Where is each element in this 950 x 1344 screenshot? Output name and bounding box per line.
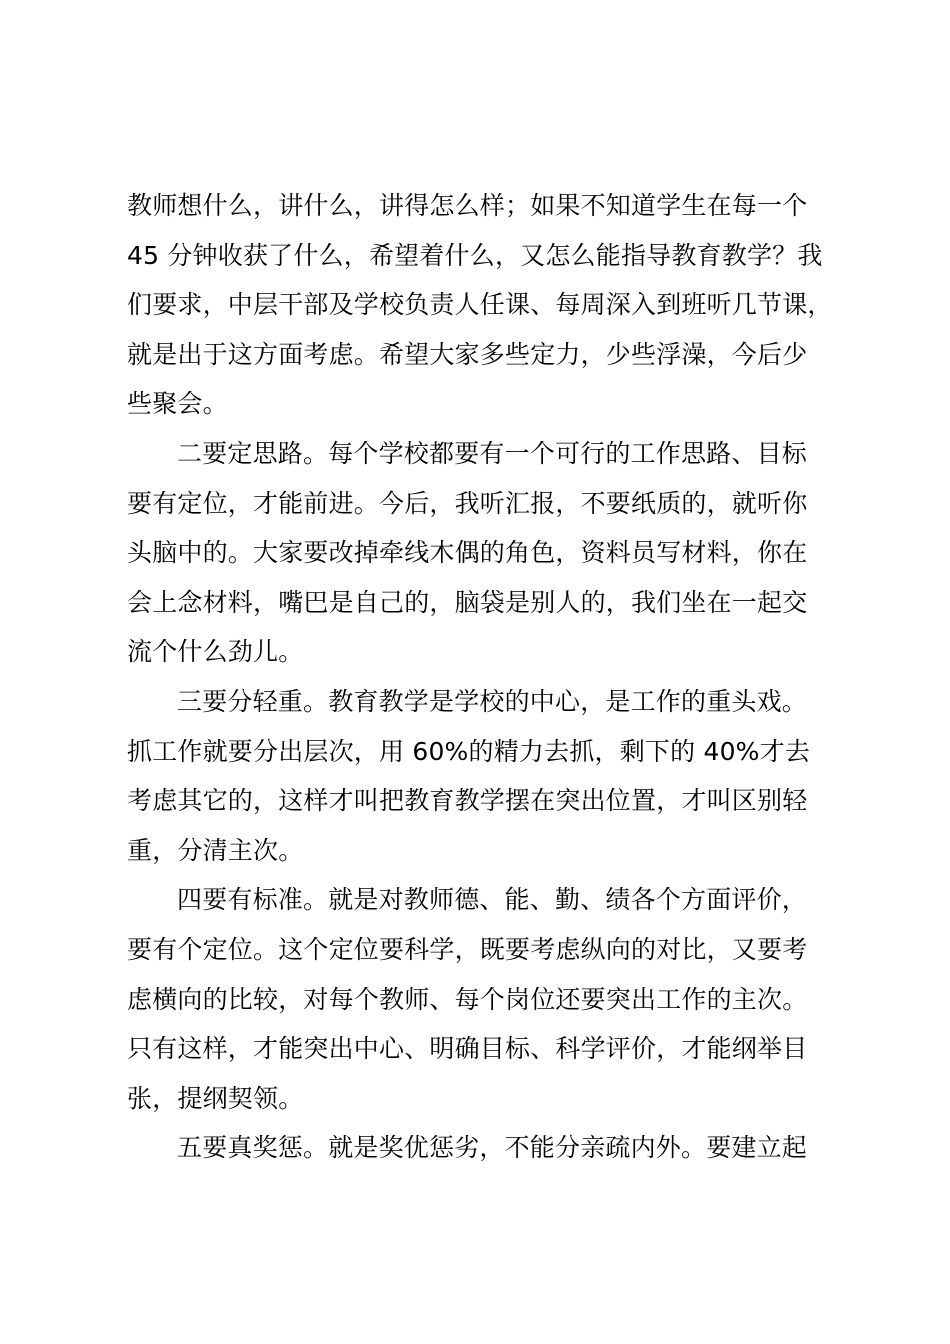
paragraph-first-line: 二要定思路。每个学校都要有一个可行的工作思路、目标 <box>177 438 808 468</box>
text-line: 们要求，中层干部及学校负责人任课、每周深入到班听几节课， <box>127 290 833 320</box>
text-line: 张，提纲契领。 <box>127 1083 304 1113</box>
text-line: 虑横向的比较，对每个教师、每个岗位还要突出工作的主次。 <box>127 984 808 1014</box>
text-line: 会上念材料，嘴巴是自己的，脑袋是别人的，我们坐在一起交 <box>127 587 808 617</box>
text-line: 要有定位，才能前进。今后，我听汇报，不要纸质的，就听你 <box>127 488 808 518</box>
text-line: 考虑其它的，这样才叫把教育教学摆在突出位置，才叫区别轻 <box>127 786 808 816</box>
text-line: 些聚会。 <box>127 389 228 419</box>
paragraph-first-line: 三要分轻重。教育教学是学校的中心，是工作的重头戏。 <box>177 686 808 716</box>
text-line: 抓工作就要分出层次，用 60%的精力去抓，剩下的 40%才去 <box>127 736 811 766</box>
document-body <box>127 181 833 1173</box>
text-line: 教师想什么，讲什么，讲得怎么样；如果不知道学生在每一个 <box>127 191 808 220</box>
text-line: 重，分清主次。 <box>127 835 304 865</box>
text-line: 只有这样，才能突出中心、明确目标、科学评价，才能纲举目 <box>127 1034 808 1064</box>
text-line: 流个什么劲儿。 <box>127 637 304 667</box>
text-line: 45 分钟收获了什么，希望着什么，又怎么能指导教育教学？我 <box>127 240 823 270</box>
text-line: 要有个定位。这个定位要科学，既要考虑纵向的对比，又要考 <box>127 934 808 964</box>
text-line: 头脑中的。大家要改掉牵线木偶的角色，资料员写材料，你在 <box>127 538 808 568</box>
text-line: 就是出于这方面考虑。希望大家多些定力，少些浮澡，今后少 <box>127 339 808 369</box>
paragraph-first-line: 五要真奖惩。就是奖优惩劣，不能分亲疏内外。要建立起 <box>177 1133 808 1163</box>
paragraph-first-line: 四要有标准。就是对教师德、能、勤、绩各个方面评价， <box>177 885 808 915</box>
